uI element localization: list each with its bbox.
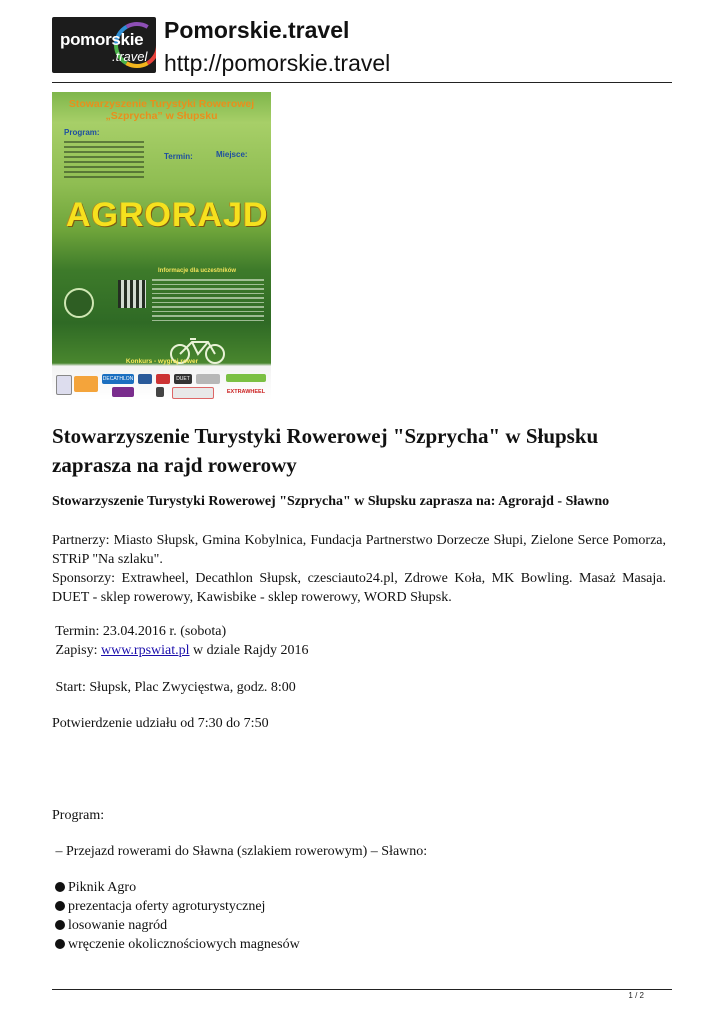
route-line: – Przejazd rowerami do Sławna (szlakiem rowerowym) – Sławno:	[52, 844, 428, 859]
partners-paragraph: Partnerzy: Miasto Słupsk, Gmina Kobylnica, Fundacja Partnerstwo Dorzecze Słupi, Zielone Serce Pomorza, STRiP "Na szlaku".	[52, 533, 666, 567]
bullet-icon	[55, 901, 65, 911]
sponsor-logo-icon	[138, 374, 152, 384]
list-item	[55, 878, 136, 897]
poster-konkurs-label: Konkurs - wygraj rower	[125, 358, 199, 365]
article-lead: Stowarzyszenie Turystyki Rowerowej "Szprycha" w Słupsku zaprasza na: Agrorajd - Sławno	[52, 494, 610, 509]
list-item	[55, 897, 265, 916]
decathlon-logo: DECATHLON	[102, 376, 134, 382]
sponsor-logo-icon	[112, 387, 134, 397]
city-crest-icon	[56, 375, 72, 395]
start-line: Start: Słupsk, Plac Zwycięstwa, godz. 8:00	[52, 680, 296, 695]
header-divider	[52, 82, 672, 83]
poster-miejsce-label: Miejsce:	[216, 150, 248, 159]
logo-text-travel: .travel	[112, 49, 148, 64]
site-name: Pomorskie.travel	[164, 17, 350, 43]
bike-wheel-icon	[64, 288, 94, 318]
poster-title-line1: Stowarzyszenie Turystyki Rowerowej	[68, 98, 255, 110]
program-label: Program:	[52, 808, 105, 823]
sponsor-logo-icon	[156, 387, 164, 397]
bullet-icon	[55, 939, 65, 949]
qr-code-icon	[118, 280, 146, 308]
sponsor-logo-icon	[226, 374, 266, 382]
list-item-text: losowanie nagród	[68, 918, 168, 933]
poster-title	[58, 98, 265, 122]
duet-logo: DUET	[174, 374, 192, 384]
zapisy-prefix: Zapisy:	[52, 643, 101, 658]
poster-program-label: Program:	[64, 128, 100, 137]
bullet-icon	[55, 920, 65, 930]
footer-divider	[52, 989, 672, 990]
sponsor-logo-icon	[74, 376, 98, 392]
list-item	[55, 916, 167, 935]
event-poster-image	[52, 92, 271, 400]
poster-info-text	[152, 276, 264, 328]
site-url: http://pomorskie.travel	[164, 50, 391, 76]
page-number: 1 / 2	[628, 991, 644, 1000]
list-item-text: Piknik Agro	[68, 880, 137, 895]
poster-termin-label: Termin:	[164, 152, 193, 161]
poster-title-line2: „Szprycha” w Słupsku	[105, 110, 218, 122]
rpswiat-link[interactable]: www.rpswiat.pl	[101, 643, 190, 658]
zapisy-suffix: w dziale Rajdy 2016	[189, 643, 309, 658]
bullet-icon	[55, 882, 65, 892]
article-heading: Stowarzyszenie Turystyki Rowerowej "Szprycha" w Słupsku zaprasza na rajd rowerowy	[52, 424, 599, 477]
confirmation-line: Potwierdzenie udziału od 7:30 do 7:50	[52, 716, 269, 731]
extrawheel-logo: EXTRAWHEEL	[226, 389, 266, 395]
logo-text-pomorskie: pomorskie	[60, 30, 144, 49]
termin-line: Termin: 23.04.2016 r. (sobota)	[52, 624, 227, 639]
poster-program-text	[64, 138, 144, 181]
sponsors-paragraph: Sponsorzy: Extrawheel, Decathlon Słupsk, czesciauto24.pl, Zdrowe Koła, MK Bowling. Masaż Masaja. DUET - sklep rowerowy, Kawisbike - sklep rowerowy, WORD Słupsk.	[52, 571, 666, 605]
zapisy-line	[52, 641, 309, 660]
list-item-text: wręczenie okolicznościowych magnesów	[68, 937, 300, 952]
list-item-text: prezentacja oferty agroturystycznej	[68, 899, 266, 914]
list-item	[55, 935, 300, 954]
pomorskie-travel-logo	[52, 17, 156, 73]
poster-info-label: Informacje dla uczestników	[158, 268, 237, 274]
poster-sponsor-logos	[52, 371, 271, 400]
poster-agrorajd-title: AGRORAJD	[66, 196, 269, 234]
sponsor-logo-icon	[196, 374, 220, 384]
sponsor-logo-icon	[156, 374, 170, 384]
sponsor-logo-icon	[172, 387, 214, 399]
